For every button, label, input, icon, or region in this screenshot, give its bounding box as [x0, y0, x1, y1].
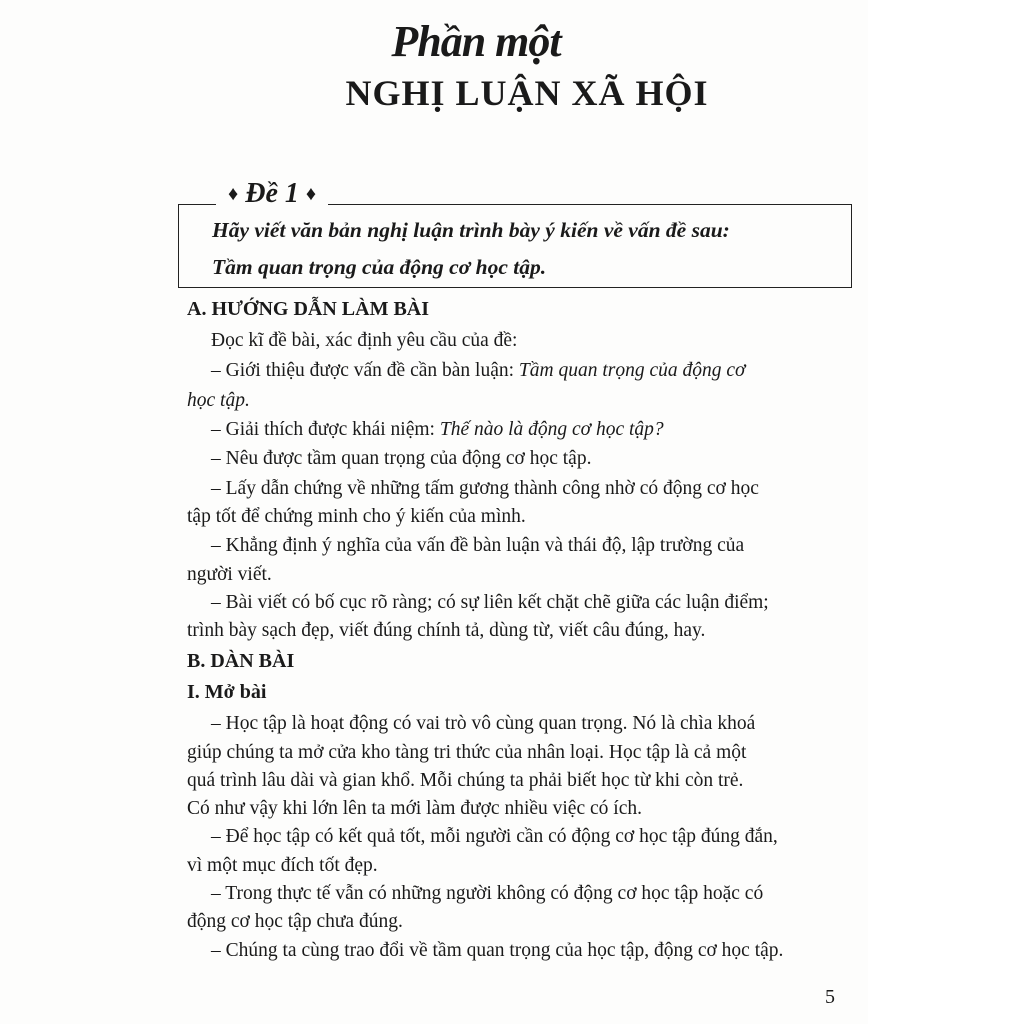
section-b-p1-line3: quá trình lâu dài và gian khổ. Mỗi chúng ta phải biết học từ khi còn trẻ.: [187, 770, 744, 791]
section-b-p1-line4: Có như vậy khi lớn lên ta mới làm được nhiều việc có ích.: [187, 798, 642, 819]
section-b-p1-line2: giúp chúng ta mở cửa kho tàng tri thức của nhân loại. Học tập là cả một: [187, 742, 747, 763]
section-a-item4-line2: tập tốt để chứng minh cho ý kiến của mình.: [187, 506, 526, 527]
section-b-p3-line2: động cơ học tập chưa đúng.: [187, 911, 403, 932]
exercise-number: Đề 1: [245, 178, 299, 209]
section-a-intro: Đọc kĩ đề bài, xác định yêu cầu của đề:: [211, 330, 518, 351]
section-b-p2-line1: – Để học tập có kết quả tốt, mỗi người cần có động cơ học tập đúng đắn,: [211, 826, 778, 847]
part-title: Phần một: [391, 17, 561, 66]
section-b-p3-line1: – Trong thực tế vẫn có những người không có động cơ học tập hoặc có: [211, 883, 764, 904]
section-a-item3: – Nêu được tầm quan trọng của động cơ học tập.: [211, 448, 592, 469]
section-a-item6-line2: trình bày sạch đẹp, viết đúng chính tả, dùng từ, viết câu đúng, hay.: [187, 620, 706, 641]
section-b-p1-line1: – Học tập là hoạt động có vai trò vô cùng quan trọng. Nó là chìa khoá: [211, 713, 756, 734]
diamond-left-icon: ♦: [228, 183, 239, 205]
diamond-right-icon: ♦: [305, 183, 317, 205]
section-a-item5-line1: – Khẳng định ý nghĩa của vấn đề bàn luận và thái độ, lập trường của: [211, 535, 745, 556]
section-a-item4-line1: – Lấy dẫn chứng về những tấm gương thành công nhờ có động cơ học: [211, 478, 759, 499]
page-number: 5: [825, 986, 835, 1008]
main-title: NGHỊ LUẬN XÃ HỘI: [345, 73, 709, 113]
section-a-item1-cont: học tập.: [187, 390, 250, 411]
section-a-heading: A. HƯỚNG DẪN LÀM BÀI: [187, 298, 430, 320]
page-margin: [868, 0, 1024, 1024]
section-a-item5-line2: người viết.: [187, 564, 272, 585]
exercise-prompt-line1: Hãy viết văn bản nghị luận trình bày ý kiến về vấn đề sau:: [212, 218, 730, 242]
exercise-label: [216, 178, 328, 210]
section-a-item2: – Giải thích được khái niệm: Thế nào là động cơ học tập?: [211, 419, 664, 440]
section-b-p4: – Chúng ta cùng trao đổi về tầm quan trọng của học tập, động cơ học tập.: [211, 940, 784, 961]
section-b-heading: B. DÀN BÀI: [187, 650, 295, 672]
section-a-item6-line1: – Bài viết có bố cục rõ ràng; có sự liên kết chặt chẽ giữa các luận điểm;: [211, 592, 769, 613]
section-b-p2-line2: vì một mục đích tốt đẹp.: [187, 855, 378, 876]
exercise-prompt-line2: Tầm quan trọng của động cơ học tập.: [212, 255, 547, 279]
section-b-subheading: I. Mở bài: [187, 681, 267, 703]
section-a-item1: – Giới thiệu được vấn đề cần bàn luận: Tầm quan trọng của động cơ: [211, 360, 746, 381]
